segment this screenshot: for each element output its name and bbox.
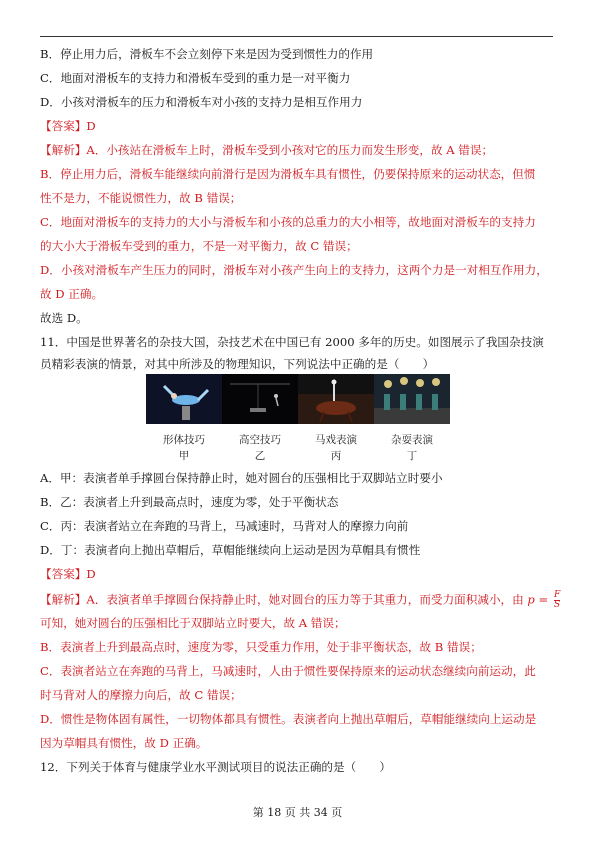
figure-caption: 杂耍表演 bbox=[391, 434, 433, 446]
figure-row bbox=[0, 374, 595, 462]
analysis-line: 的大小大于滑板车受到的重力，不是一对平衡力，故 C 错误； bbox=[40, 239, 358, 253]
page-footer: 第 18 页 共 34 页 bbox=[252, 806, 343, 819]
analysis-line: 可知，她对圆台的压强相比于双脚站立时要大，故 A 错误； bbox=[40, 616, 346, 630]
option-d: D．丁：表演者向上抛出草帽后，草帽能继续向上运动是因为草帽具有惯性 bbox=[40, 543, 421, 557]
analysis-line: 因为草帽具有惯性，故 D 正确。 bbox=[40, 736, 208, 750]
question-11-stem: 11．中国是世界著名的杂技大国，杂技艺术在中国已有 2000 多年的历史。如图展示了我国杂技演 bbox=[40, 335, 544, 349]
analysis-line: C．地面对滑板车的支持力的大小与滑板车和小孩的总重力的大小相等，故地面对滑板车的支持力 bbox=[40, 215, 536, 229]
aerial-photo bbox=[222, 374, 298, 424]
option-b: B．乙：表演者上升到最高点时，速度为零，处于平衡状态 bbox=[40, 495, 339, 509]
figure-label: 丙 bbox=[330, 450, 342, 462]
analysis-line: 时马背对人的摩擦力向后，故 C 错误； bbox=[40, 688, 242, 702]
analysis-line: D．小孩对滑板车产生压力的同时，滑板车对小孩产生向上的支持力，这两个力是一对相互作用力， bbox=[40, 263, 548, 277]
analysis-line: C．表演者站立在奔跑的马背上，马减速时，人由于惯性要保持原来的运动状态继续向前运动，此 bbox=[40, 664, 536, 678]
analysis-line: 故 D 正确。 bbox=[40, 287, 104, 301]
analysis-line: B．表演者上升到最高点时，速度为零，只受重力作用，处于非平衡状态，故 B 错误； bbox=[40, 640, 482, 654]
header-rule bbox=[40, 36, 553, 37]
acrobat-photo bbox=[146, 374, 222, 424]
formula-numerator: F bbox=[553, 590, 561, 600]
figure-label: 丁 bbox=[406, 450, 418, 462]
figure-caption: 马戏表演 bbox=[315, 434, 357, 446]
pressure-formula bbox=[554, 591, 560, 610]
figure-caption: 高空技巧 bbox=[239, 434, 281, 446]
question-11-stem: 员精彩表演的情景，对其中所涉及的物理知识，下列说法中正确的是（ ） bbox=[40, 357, 435, 371]
option-c: C．丙：表演者站立在奔跑的马背上，马减速时，马背对人的摩擦力向前 bbox=[40, 519, 409, 533]
option-d: D．小孩对滑板车的压力和滑板车对小孩的支持力是相互作用力 bbox=[40, 95, 363, 109]
figure-label: 甲 bbox=[178, 450, 190, 462]
answer-label: 【答案】D bbox=[40, 119, 96, 133]
analysis-line: 性不是力，不能说惯性力，故 B 错误； bbox=[40, 191, 242, 205]
figure-label: 乙 bbox=[254, 450, 266, 462]
question-12-stem: 12．下列关于体育与健康学业水平测试项目的说法正确的是（ ） bbox=[40, 760, 391, 774]
analysis-line: D．惯性是物体固有属性，一切物体都具有惯性。表演者向上抛出草帽后，草帽能继续向上运动是 bbox=[40, 712, 537, 726]
choose-line: 故选 D。 bbox=[40, 311, 88, 325]
analysis-line bbox=[40, 591, 560, 610]
formula-lhs: p = bbox=[527, 592, 549, 607]
analysis-text: 【解析】A．表演者单手撑圆台保持静止时，她对圆台的压力等于其重力，而受力面积减小，由 bbox=[40, 592, 524, 607]
analysis-line: B．停止用力后，滑板车能继续向前滑行是因为滑板车具有惯性，仍要保持原来的运动状态，但惯 bbox=[40, 167, 536, 181]
option-a: A．甲：表演者单手撑圆台保持静止时，她对圆台的压强相比于双脚站立时要小 bbox=[40, 471, 443, 485]
analysis-line: 【解析】A．小孩站在滑板车上时，滑板车受到小孩对它的压力而发生形变，故 A 错误； bbox=[40, 143, 494, 157]
juggling-photo bbox=[374, 374, 450, 424]
formula-denominator: S bbox=[553, 600, 561, 610]
circus-horse-photo bbox=[298, 374, 374, 424]
figure-caption: 形体技巧 bbox=[163, 434, 205, 446]
answer-label: 【答案】D bbox=[40, 567, 96, 581]
option-b: B．停止用力后，滑板车不会立刻停下来是因为受到惯性力的作用 bbox=[40, 47, 374, 61]
option-c: C．地面对滑板车的支持力和滑板车受到的重力是一对平衡力 bbox=[40, 71, 351, 85]
